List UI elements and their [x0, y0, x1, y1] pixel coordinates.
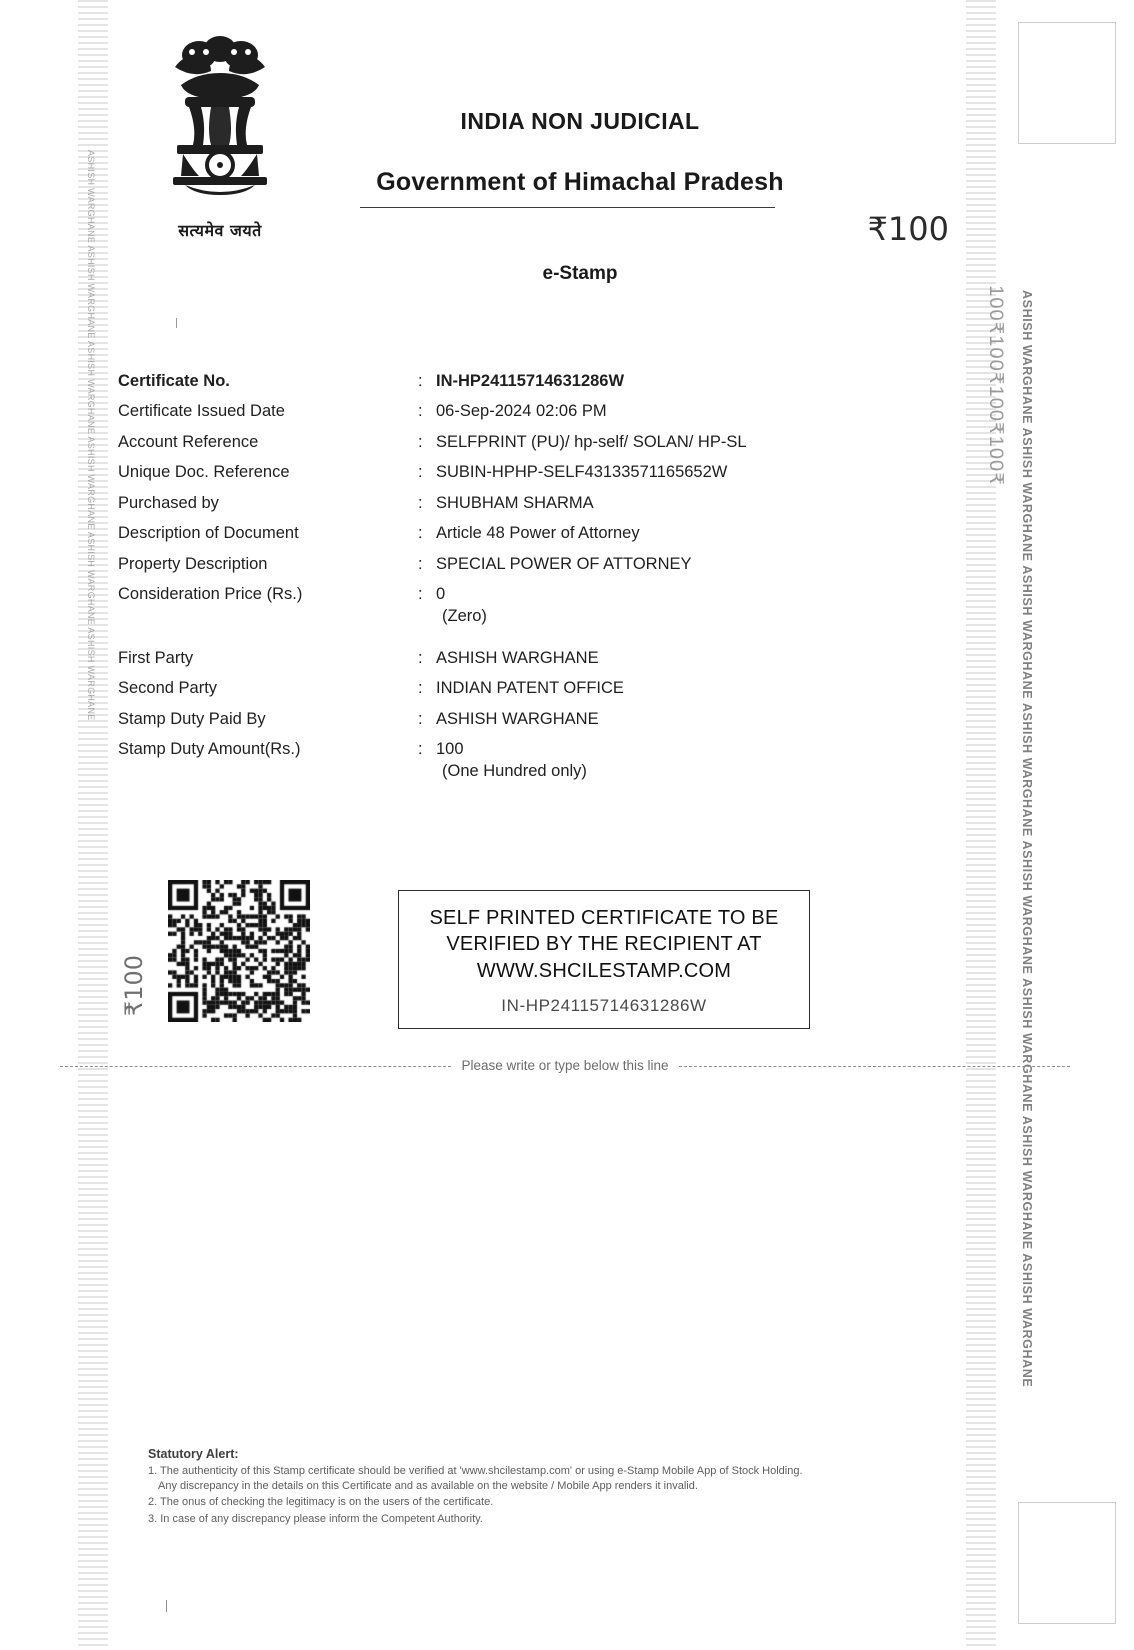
- right-watermark-name: ASHISH WARGHANE ASHISH WARGHANE ASHISH WARGHANE ASHISH WARGHANE ASHISH WARGHANE ASHISH WARGHANE ASHISH WARGHANE ASHISH WARGHANE: [1020, 290, 1034, 1388]
- verification-notice-box: [398, 890, 810, 1029]
- details-spacer: [118, 638, 918, 649]
- write-line-text: Please write or type below this line: [461, 1058, 669, 1073]
- right-watermark-code: 100₹100₹100₹100₹: [985, 285, 1006, 486]
- page-title: INDIA NON JUDICIAL: [460, 108, 700, 134]
- statutory-alert-title: Statutory Alert:: [148, 1447, 239, 1461]
- stamp-value-amount: ₹100: [867, 210, 949, 248]
- detail-value: [436, 433, 918, 452]
- statutory-alert-item: [148, 1512, 908, 1527]
- detail-colon: :: [418, 648, 423, 667]
- statutory-item-text: 1. The authenticity of this Stamp certificate should be verified at 'www.shcilestamp.com' or using e-Stamp Mobile App of Stock Holding.: [148, 1465, 803, 1477]
- detail-label: Purchased by: [118, 493, 219, 512]
- write-below-line: [60, 1058, 1070, 1073]
- statutory-alert-item: [148, 1464, 908, 1493]
- bottom-right-corner-mark: [1018, 1502, 1116, 1624]
- write-line-dash-right: [679, 1065, 1070, 1067]
- write-line-dash-left: [60, 1065, 451, 1067]
- detail-colon: :: [418, 463, 423, 482]
- statutory-alert-item: [148, 1495, 908, 1510]
- detail-colon: :: [418, 585, 423, 604]
- detail-label: Description of Document: [118, 524, 299, 543]
- government-subtitle: Government of Himachal Pradesh: [376, 168, 784, 196]
- detail-value-text: Article 48 Power of Attorney: [436, 524, 640, 543]
- detail-colon: :: [418, 554, 423, 573]
- detail-value-text: ASHISH WARGHANE: [436, 709, 599, 728]
- statutory-alert: [148, 1447, 908, 1528]
- detail-value-subtext: (Zero): [442, 607, 487, 626]
- detail-label: Certificate Issued Date: [118, 402, 285, 421]
- detail-label: Consideration Price (Rs.): [118, 585, 303, 604]
- detail-value: [436, 494, 918, 513]
- left-watermark-text: ASHISH WARGHANE ASHISH WARGHANE ASHISH WARGHANE ASHISH WARGHANE ASHISH WARGHANE ASHISH WARGHANE: [86, 150, 96, 721]
- detail-value: [436, 679, 918, 698]
- detail-value-text: SPECIAL POWER OF ATTORNEY: [436, 554, 692, 573]
- detail-label: Account Reference: [118, 432, 259, 451]
- detail-row: [118, 524, 918, 543]
- title-underline: [360, 207, 775, 208]
- rupee-vertical-watermark: ₹100: [120, 955, 148, 1017]
- statutory-item-continuation: Any discrepancy in the details on this Certificate and as available on the website / Mobile App renders it invalid.: [158, 1479, 698, 1492]
- detail-value-subtext: (One Hundred only): [442, 762, 587, 781]
- detail-value-text: 06-Sep-2024 02:06 PM: [436, 402, 607, 421]
- detail-value: [436, 555, 918, 574]
- detail-label: Certificate No.: [118, 372, 230, 390]
- estamp-label: e-Stamp: [542, 263, 618, 284]
- certificate-details-table: [118, 372, 918, 793]
- statutory-item-text: 2. The onus of checking the legitimacy is on the users of the certificate.: [148, 1496, 494, 1509]
- detail-row: [118, 402, 918, 421]
- detail-value-text: SELFPRINT (PU)/ hp-self/ SOLAN/ HP-SL: [436, 432, 747, 451]
- state-emblem: [155, 25, 285, 241]
- detail-label: Stamp Duty Amount(Rs.): [118, 740, 301, 759]
- detail-colon: :: [418, 432, 423, 451]
- emblem-motto: सत्यमेव जयते: [178, 221, 262, 240]
- detail-row: [118, 433, 918, 452]
- detail-row: [118, 372, 918, 391]
- top-registration-tick: [176, 318, 177, 328]
- detail-value-text: ASHISH WARGHANE: [436, 648, 599, 667]
- detail-value-text: INDIAN PATENT OFFICE: [436, 679, 624, 698]
- right-edge-noise-band: [966, 0, 996, 1650]
- detail-value-text: SUBIN-HPHP-SELF43133571165652W: [436, 463, 728, 482]
- detail-row: [118, 494, 918, 513]
- detail-value: [436, 463, 918, 482]
- detail-row: [118, 555, 918, 574]
- top-right-corner-mark: [1018, 22, 1116, 144]
- verify-line-2: VERIFIED BY THE RECIPIENT AT: [446, 933, 762, 956]
- detail-colon: :: [418, 740, 423, 759]
- detail-label: Second Party: [118, 679, 218, 698]
- verify-line-1: SELF PRINTED CERTIFICATE TO BE: [429, 907, 779, 929]
- detail-colon: :: [418, 493, 423, 512]
- qr-code-canvas: [168, 880, 310, 1022]
- detail-value-text: 100: [436, 740, 464, 759]
- detail-colon: :: [418, 372, 423, 390]
- detail-row: [118, 649, 918, 668]
- statutory-item-text: 3. In case of any discrepancy please inform the Competent Authority.: [148, 1512, 483, 1525]
- detail-value: [436, 740, 918, 781]
- detail-row: [118, 679, 918, 698]
- detail-row: [118, 710, 918, 729]
- detail-row: [118, 585, 918, 626]
- qr-code: [168, 880, 310, 1022]
- statutory-alert-list: [148, 1464, 908, 1526]
- detail-value: [436, 585, 918, 626]
- detail-label: Unique Doc. Reference: [118, 463, 290, 482]
- detail-label: Property Description: [118, 554, 268, 573]
- detail-row: [118, 740, 918, 781]
- detail-value: [436, 402, 918, 421]
- detail-label: Stamp Duty Paid By: [118, 709, 266, 728]
- ashoka-emblem-icon: [159, 25, 281, 215]
- detail-value-text: IN-HP24115714631286W: [436, 372, 625, 390]
- detail-label: First Party: [118, 648, 194, 667]
- detail-value-text: SHUBHAM SHARMA: [436, 493, 594, 512]
- detail-value: [436, 372, 918, 391]
- verify-line-3: WWW.SHCILESTAMP.COM: [476, 959, 732, 982]
- detail-value: [436, 524, 918, 543]
- detail-colon: :: [418, 679, 423, 698]
- verify-certificate-number: IN-HP24115714631286W: [501, 996, 707, 1016]
- detail-row: [118, 463, 918, 482]
- detail-value-text: 0: [436, 585, 446, 604]
- detail-value: [436, 710, 918, 729]
- detail-colon: :: [418, 709, 423, 728]
- detail-colon: :: [418, 402, 423, 421]
- detail-value: [436, 649, 918, 668]
- bottom-registration-tick: [166, 1600, 167, 1612]
- detail-colon: :: [418, 524, 423, 543]
